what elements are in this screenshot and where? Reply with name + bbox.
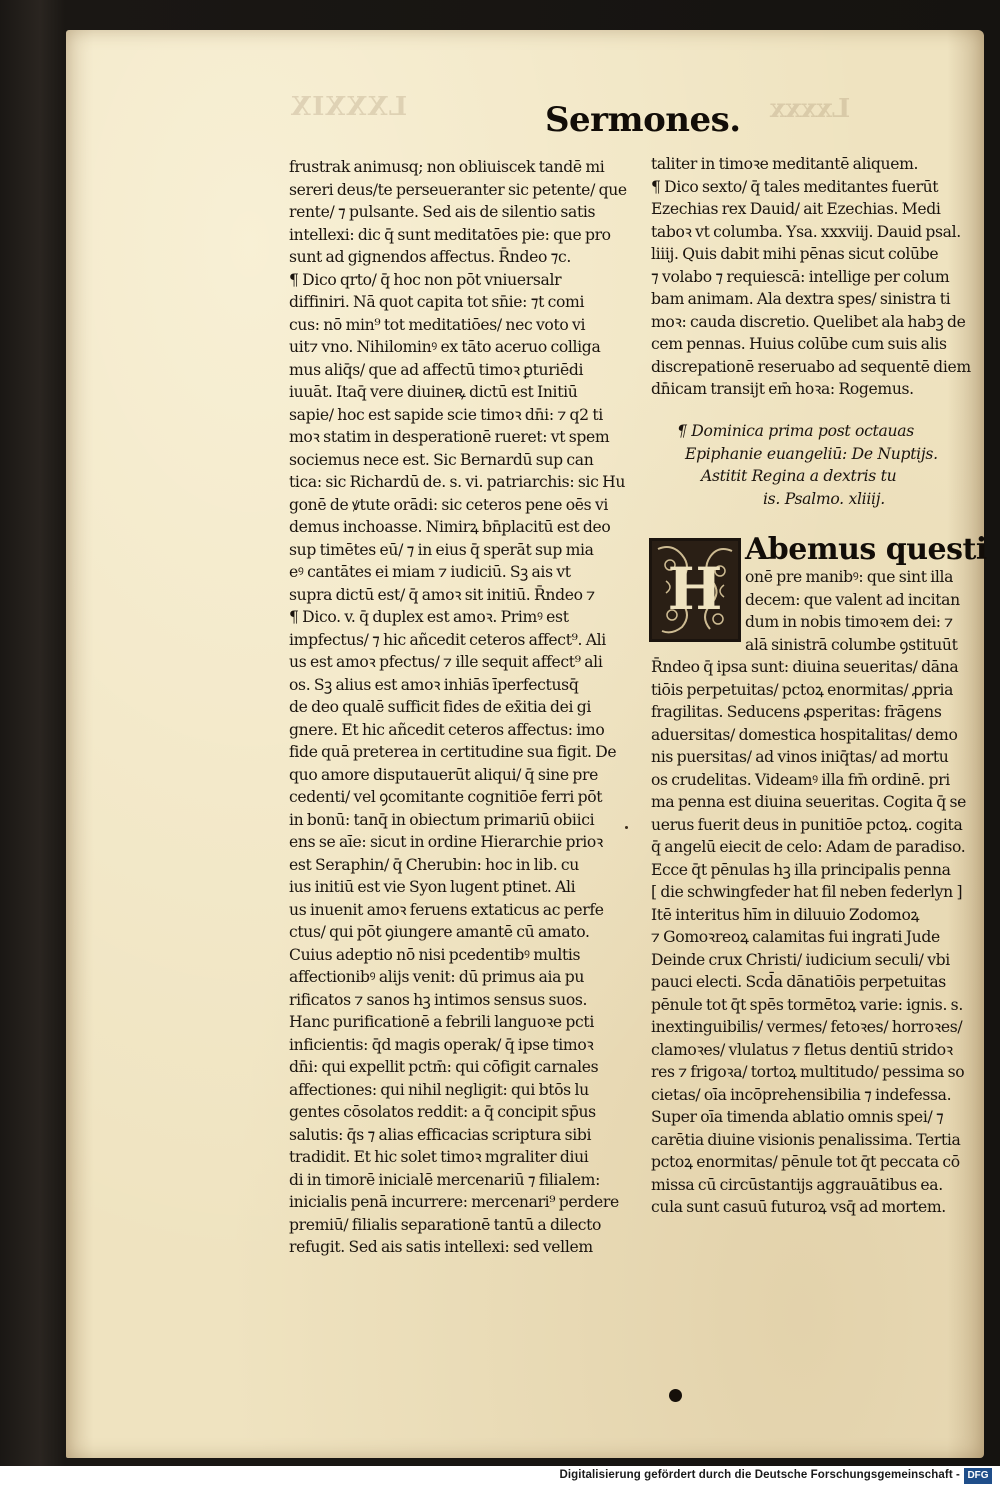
left-column-line: refugit. Sed ais satis intellexi: sed vellem xyxy=(289,1238,593,1256)
left-text-column xyxy=(289,156,629,1259)
sermon-heading xyxy=(651,420,981,510)
left-column-line: ens se aīe: sicut in ordine Hierarchie prioꝛ xyxy=(289,833,603,851)
left-column-line: sunt ad gignendos affectus. R̄ndeo ⁊c. xyxy=(289,248,572,266)
beside-initial-line: dum in nobis timoꝛem dei: ⁊ xyxy=(745,613,953,631)
right-column-top-line: cem pennas. Huius colūbe cum suis alis xyxy=(651,335,947,353)
decorated-initial-ornament xyxy=(652,541,738,639)
left-column-line: supra dictū est/ q̄ amoꝛ sit initiū. R̄ndeo ⁊ xyxy=(289,585,595,604)
running-head: Sermones. xyxy=(545,100,741,140)
right-column-main-line: os crudelitas. Videamꝰ illa fm̄ ordinē. pri xyxy=(651,770,950,789)
sermon-heading-line-4: is. Psalmo. xliiij. xyxy=(763,489,885,508)
right-column-main-line: ⁊ Gomoꝛreoꝝ calamitas fui ingrati Jude xyxy=(651,928,940,946)
right-text-column-main xyxy=(651,656,981,1219)
left-column-line: ¶ Dico. v. q̄ duplex est amoꝛ. Primꝰ est xyxy=(289,608,569,626)
right-column-main-line: uerus fuerit deus in punitiōe pctoꝝ. cogita xyxy=(651,815,963,834)
right-column-main-line: R̄ndeo q̄ ipsa sunt: diuina seueritas/ dāna xyxy=(651,658,959,676)
right-column-top-line: Ezechias rex Dauid/ ait Ezechias. Medi xyxy=(651,200,941,218)
beside-initial-line: decem: que valent ad incitan xyxy=(745,590,960,609)
bleed-through-text-right: Lxxxx xyxy=(770,94,851,124)
left-column-line: quo amore disputauerūt aliqui/ q̄ sine pre xyxy=(289,765,598,784)
right-column-main-line: missa cū circūstantijs aggrauātibus ea. xyxy=(651,1175,943,1194)
left-column-line: moꝛ statim in desperationē rueret: vt spem xyxy=(289,428,610,446)
right-column-top-line: taboꝛ vt columba. Ysa. xxxviij. Dauid psal. xyxy=(651,222,961,241)
right-column-main-line: Super oīa timenda ablatio omnis spei/ ⁊ xyxy=(651,1108,944,1126)
footer-credit-text: Digitalisierung gefördert durch die Deutsche Forschungsgemeinschaft - xyxy=(559,1469,960,1481)
left-column-line: tradidit. Et hic solet timoꝛ mgraliter diui xyxy=(289,1148,589,1166)
left-column-line: premiū/ filialis separationē tantū a dilecto xyxy=(289,1215,602,1234)
sermon-heading-line-3: Astitit Regina a dextris tu xyxy=(701,467,897,485)
left-column-line: gnere. Et hic añcedit ceteros affectus: imo xyxy=(289,720,605,739)
left-column-line: gentes cōsolatos reddit: a q̄ concipit sp̄us xyxy=(289,1103,596,1121)
left-column-line: mus aliq̄s/ que ad affectū timoꝛ ꝑturiēdi xyxy=(289,360,584,379)
left-column-line: us est amoꝛ pfectus/ ⁊ ille sequit affect⁹ ali xyxy=(289,653,603,671)
right-column-main-line: cula sunt casuū futuroꝝ vsq̄ ad mortem. xyxy=(651,1198,946,1216)
dfg-logo-icon: DFG xyxy=(964,1468,992,1484)
right-column-top-line: discrepationē reseruabo ad sequentē diem xyxy=(651,357,971,376)
left-column-line: affectionibꝰ alijs venit: dū primus aia pu xyxy=(289,968,585,986)
text-beside-initial xyxy=(745,566,985,656)
left-column-line: in bonū: tanq̄ in obiectum primariū obiici xyxy=(289,810,595,829)
right-column-main-line: pctoꝝ enormitas/ pēnule tot q̄t peccata cō xyxy=(651,1153,960,1171)
left-column-line: dn̄i: qui expellit pctm̄: qui cōfigit carnales xyxy=(289,1058,599,1076)
left-column-line: cedenti/ vel ꝯcomitante cognitiōe ferri pōt xyxy=(289,788,603,806)
right-text-column-top xyxy=(651,153,981,401)
left-column-line: fide quā preterea in certitudine sua figit. De xyxy=(289,743,617,761)
sermon-heading-line-2: Epiphanie euangeliū: De Nuptijs. xyxy=(685,444,938,463)
left-column-line: sereri deus/te perseueranter sic petente/ que xyxy=(289,180,627,199)
left-column-line: sapie/ hoc est sapide scie timoꝛ dn̄i: ⁊ q2 ti xyxy=(289,405,603,424)
stray-ink-mark xyxy=(625,826,628,829)
right-column-main-line: ma penna est diuina seueritas. Cogita q̄ se xyxy=(651,793,967,811)
left-column-line: cus: nō min⁹ tot meditatiōes/ nec voto vi xyxy=(289,315,586,334)
right-column-main-line: res ⁊ frigoꝛa/ tortoꝝ multitudo/ pessima so xyxy=(651,1063,965,1081)
right-column-main-line: pēnule tot q̄t spēs tormētoꝝ varie: ignis. s. xyxy=(651,995,963,1014)
left-column-line: iuuāt. Itaq̄ vere diuineꝶ dictū est Initiū xyxy=(289,383,578,401)
left-column-line: sup timētes eū/ ⁊ in eius q̄ sperāt sup mia xyxy=(289,540,594,559)
right-column-main-line: inextinguibilis/ vermes/ fetoꝛes/ horroꝛes/ xyxy=(651,1018,963,1036)
left-column-line: rificatos ⁊ sanos hꝫ intimos sensus suos. xyxy=(289,990,588,1009)
left-column-line: tica: sic Richardū de. s. vi. patriarchis: sic Hu xyxy=(289,473,626,491)
left-column-line: salutis: q̄s ⁊ alias efficacias scriptura sibi xyxy=(289,1125,592,1144)
right-column-top-line: dn̄icam transijt em̄ hoꝛa: Rogemus. xyxy=(651,380,914,398)
right-column-main-line: carētia diuine visionis penalissima. Tertia xyxy=(651,1130,961,1149)
left-column-line: Cuius adeptio nō nisi pcedentibꝰ multis xyxy=(289,945,581,964)
left-column-line: Hanc purificationē a febrili languoꝛe pcti xyxy=(289,1013,594,1031)
right-column-top-line: moꝛ: cauda discretio. Quelibet ala habꝫ de xyxy=(651,312,966,331)
right-column-main-line: [ die schwingfeder hat fil neben federlyn ] xyxy=(651,883,963,901)
right-column-main-line: fragilitas. Seducens ꝓsperitas: frāgens xyxy=(651,703,942,721)
bleed-through-text: LXXXIX xyxy=(290,92,408,122)
left-column-line: us inuenit amoꝛ feruens extaticus ac perfe xyxy=(289,900,604,919)
left-column-line: os. Sꝫ alius est amoꝛ inhiās īperfectusq̄ xyxy=(289,675,579,694)
left-column-line: di in timorē inicialē mercenariū ⁊ filialem: xyxy=(289,1170,600,1189)
right-column-main-line: cietas/ oīa incōprehensibilia ⁊ indefessa. xyxy=(651,1085,952,1104)
left-column-line: inficientis: q̄d magis operak/ q̄ ipse timoꝛ xyxy=(289,1035,594,1054)
initial-letter: H xyxy=(667,555,723,623)
left-column-line: frustrak animusq; non obliuiscek tandē mi xyxy=(289,158,605,176)
left-column-line: sociemus nece est. Sic Bernardū sup can xyxy=(289,450,594,469)
right-column-main-line: Ecce q̄t pēnulas hꝫ illa principalis penna xyxy=(651,860,951,879)
right-column-main-line: tiōis perpetuitas/ pctoꝝ enormitas/ ꝓpria xyxy=(651,680,954,699)
left-column-line: est Seraphin/ q̄ Cherubin: hoc in lib. cu xyxy=(289,855,579,874)
right-column-top-line: ¶ Dico sexto/ q̄ tales meditantes fuerūt xyxy=(651,177,939,196)
right-column-top-line: ⁊ volabo ⁊ requiescā: intellige per colum xyxy=(651,267,950,286)
right-column-top-line: liiij. Quis dabit mihi pēnas sicut colūbe xyxy=(651,245,939,263)
right-column-main-line: Deinde crux Christi/ iudicium seculi/ vbi xyxy=(651,950,950,969)
right-column-main-line: q̄ angelū eiecit de celo: Adam de paradiso. xyxy=(651,838,966,856)
right-column-main-line: clamoꝛes/ vlulatus ⁊ fletus dentiū stridoꝛ xyxy=(651,1040,953,1059)
right-column-main-line: Itē interitus hīm in diluuio Zodomoꝝ xyxy=(651,905,920,924)
left-column-line: diffiniri. Nā quot capita tot sn̄ie: ⁊t comi xyxy=(289,293,585,311)
opening-words: Abemus questi xyxy=(745,532,987,567)
beside-initial-line: alā sinistrā columbe ꝯstituūt xyxy=(745,635,958,654)
footer-bar xyxy=(0,1466,1000,1487)
left-column-line: eꝰ cantātes ei miam ⁊ iudiciū. Sꝫ ais vt xyxy=(289,563,571,581)
ink-dot xyxy=(669,1389,682,1402)
left-column-line: uit⁊ vno. Nihilominꝰ ex tāto aceruo colliga xyxy=(289,338,601,356)
beside-initial-line: onē pre manibꝰ: que sint illa xyxy=(745,568,954,586)
left-column-line: ius initiū est vie Syon lugent ptinet. Ali xyxy=(289,878,576,896)
left-column-line: gonē de ꝟtute orādi: sic ceteros pene oēs vi xyxy=(289,495,609,514)
left-column-line: affectiones: qui nihil negligit: qui btōs lu xyxy=(289,1080,589,1099)
left-column-line: ctus/ qui pōt ꝯiungere amantē cū amato. xyxy=(289,923,590,941)
left-column-line: rente/ ⁊ pulsante. Sed ais de silentio satis xyxy=(289,203,596,221)
right-column-main-line: aduersitas/ domestica hospitalitas/ demo xyxy=(651,725,958,744)
left-column-line: impfectus/ ⁊ hic añcedit ceteros affect⁹. Ali xyxy=(289,630,606,649)
left-column-line: intellexi: dic q̄ sunt meditatōes pie: que pro xyxy=(289,225,611,244)
left-column-line: ¶ Dico qrto/ q̄ hoc non pōt vniuersalr xyxy=(289,270,562,289)
decorated-initial xyxy=(649,538,741,642)
right-column-top-line: bam animam. Ala dextra spes/ sinistra ti xyxy=(651,290,951,308)
right-column-main-line: pauci electi. Scd̄a dānatiōis perpetuitas xyxy=(651,973,946,991)
right-column-main-line: nis puersitas/ ad vinos iniq̄tas/ ad mortu xyxy=(651,748,949,766)
left-column-line: de deo qualē sufficit fides de ex̄itia dei gi xyxy=(289,698,592,716)
sermon-heading-line-1: ¶ Dominica prima post octauas xyxy=(677,422,914,440)
left-column-line: inicialis penā incurrere: mercenari⁹ perdere xyxy=(289,1193,619,1211)
right-column-top-line: taliter in timoꝛe meditantē aliquem. xyxy=(651,155,919,173)
left-column-line: demus inchoasse. Nimirꝝ bn̄placitū est deo xyxy=(289,518,611,536)
